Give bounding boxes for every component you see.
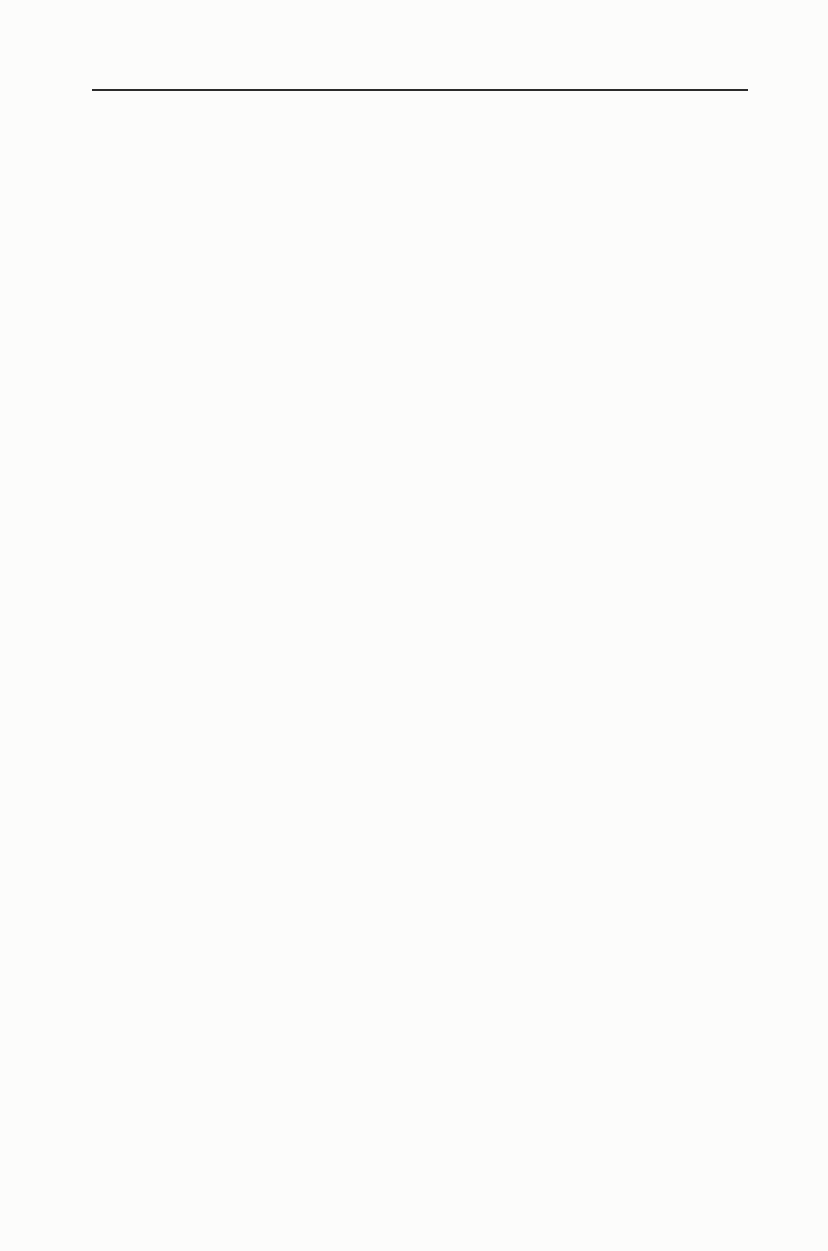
running-header [92, 58, 748, 91]
